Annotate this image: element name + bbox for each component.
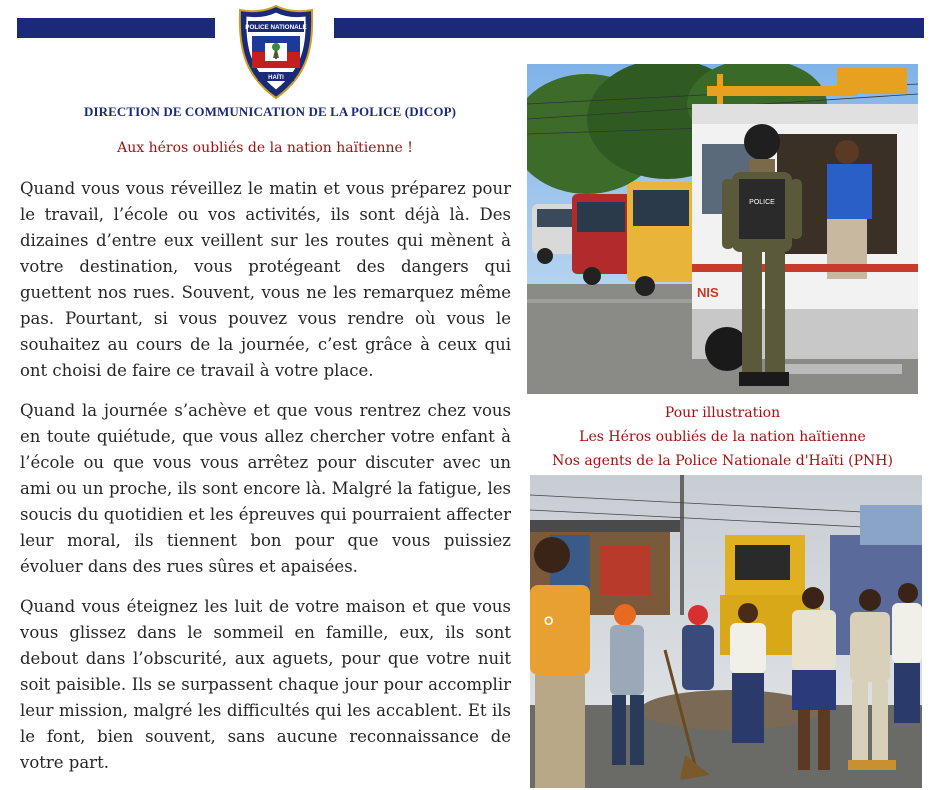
header-bar-right [334, 18, 924, 38]
photo-caption [527, 401, 918, 473]
caption-line-2: Les Héros oubliés de la nation haïtienne [579, 429, 866, 445]
article-body [20, 176, 511, 790]
badge-bottom-text: HAÏTI [268, 75, 284, 81]
caption-line-1: Pour illustration [664, 405, 781, 421]
shirt-label: O [544, 614, 554, 628]
headline: Aux héros oubliés de la nation haïtienne ! [117, 140, 413, 156]
paragraph-1: Quand vous vous réveillez le matin et vous préparez pour le travail, l’école ou vos activités, ils sont déjà là. Des dizaines d’entre eux veillent sur les routes qui mènent à votre destination, vous protégeant des dangers qui guettent nos rues. Souvent, vous ne les remarquez même pas. Pourtant, si vous pouvez vous rendre où vous le souhaitez au cours de la journée, c’est grâce à ceux qui ont choisi de faire ce travail à votre place. [20, 179, 511, 380]
paragraph-3: Quand vous éteignez les luit de votre maison et que vous vous glissez dans le sommeil en famille, eux, ils sont debout dans l’obscurité, aux aguets, pour que votre nuit soit paisible. Ils se surpassent chaque jour pour accomplir leur mission, malgré les difficultés qui les accablent. Et ils le font, bien souvent, sans aucune reconnaissance de votre part. [20, 597, 511, 772]
vest-label: POLICE [749, 199, 775, 206]
van-label: NIS [697, 285, 719, 300]
caption-line-3: Nos agents de la Police Nationale d'Haïti (PNH) [552, 453, 893, 469]
header-bar-left [17, 18, 215, 38]
paragraph-2: Quand la journée s’achève et que vous rentrez chez vous en toute quiétude, que vous allez chercher votre enfant à l’école ou que vous vous arrêtez pour discuter avec un ami ou un proche, ils sont encore là. Malgré la fatigue, les soucis du quotidien et les épreuves qui pourraient affecter leur moral, ils tiennent bon pour que vous puissiez évoluer dans des rues sûres et apaisées. [20, 401, 511, 576]
photo-police-street-patrol [527, 64, 918, 394]
police-badge-logo [236, 4, 316, 100]
organization-title: DIRECTION DE COMMUNICATION DE LA POLICE (DICOP) [83, 104, 457, 119]
badge-top-text: POLICE NATIONALE [245, 24, 307, 31]
photo-police-street-cleanup [530, 475, 922, 788]
